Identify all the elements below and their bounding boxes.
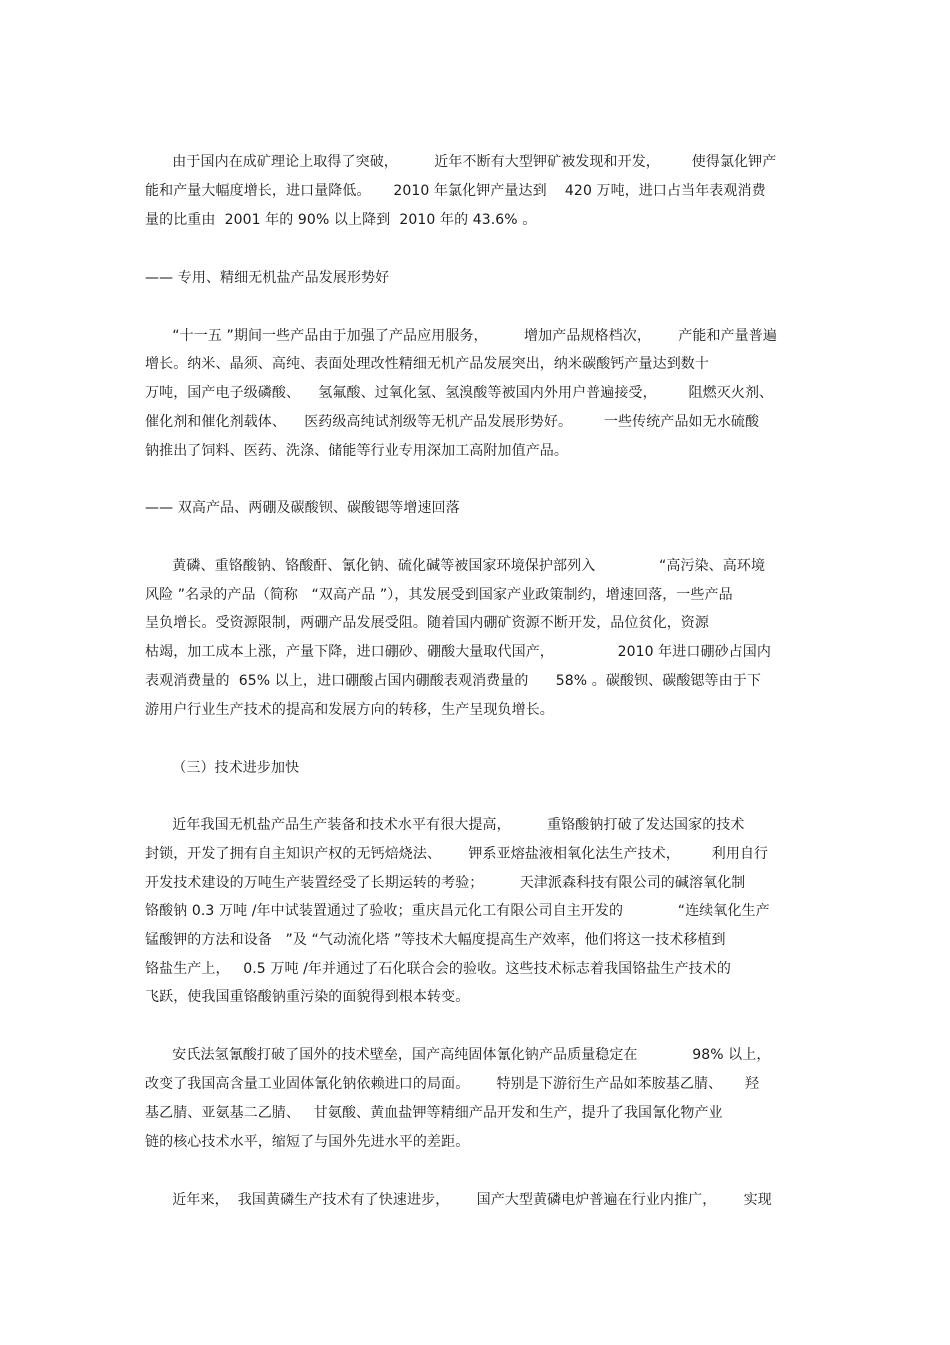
text-line: 万吨，国产电子级磷酸、 氢氟酸、过氧化氢、氢溴酸等被国内外用户普遍接受， 阻燃灭火剂、	[145, 385, 774, 401]
text-line: 基乙腈、亚氨基二乙腈、 甘氨酸、黄血盐钾等精细产品开发和生产，提升了我国氰化物产业	[145, 1105, 723, 1121]
text-line: 开发技术建设的万吨生产装置经受了长期运转的考验； 天津派森科技有限公司的碱溶氧化制	[145, 875, 746, 891]
section-heading: （三）技术进步加快	[145, 760, 300, 776]
section-heading: —— 专用、精细无机盐产品发展形势好	[145, 270, 390, 286]
text-line: 飞跃，使我国重铬酸钠重污染的面貌得到根本转变。	[145, 989, 470, 1005]
text-line: 表观消费量的 65% 以上，进口硼酸占国内硼酸表观消费量的 58% 。碳酸钡、碳酸锶等由于下	[145, 673, 761, 689]
text-line: 改变了我国高含量工业固体氰化钠依赖进口的局面。 特别是下游衍生产品如苯胺基乙腈、 羟	[145, 1076, 760, 1092]
text-line: 呈负增长。受资源限制，两硼产品发展受阻。随着国内硼矿资源不断开发，品位贫化，资源	[145, 615, 709, 631]
text-line: 近年来， 我国黄磷生产技术有了快速进步， 国产大型黄磷电炉普遍在行业内推广， 实现	[145, 1192, 772, 1208]
text-line: 钠推出了饲料、医药、洗涤、储能等行业专用深加工高附加值产品。	[145, 443, 568, 459]
text-line: 量的比重由 2001 年的 90% 以上降到 2010 年的 43.6% 。	[145, 212, 537, 228]
text-line: 铬酸钠 0.3 万吨 /年中试装置通过了验收；重庆昌元化工有限公司自主开发的 “连续氧化生产	[145, 903, 770, 919]
text-line: 风险 ”名录的产品（简称 “双高产品 ”），其发展受到国家产业政策制约，增速回落，一些产品	[145, 587, 733, 603]
text-line: 催化剂和催化剂载体、 医药级高纯试剂级等无机产品发展形势好。 一些传统产品如无水硫酸	[145, 414, 760, 430]
text-line: 锰酸钾的方法和设备 ”及 “气动流化塔 ”等技术大幅度提高生产效率，他们将这一技术移植到	[145, 932, 726, 948]
text-line: 增长。纳米、晶须、高纯、表面处理改性精细无机产品发展突出，纳米碳酸钙产量达到数十	[145, 356, 709, 372]
text-line: 近年我国无机盐产品生产装备和技术水平有很大提高， 重铬酸钠打破了发达国家的技术	[145, 817, 745, 833]
text-line: 链的核心技术水平，缩短了与国外先进水平的差距。	[145, 1134, 470, 1150]
text-line: 由于国内在成矿理论上取得了突破， 近年不断有大型钾矿被发现和开发， 使得氯化钾产	[145, 154, 777, 170]
text-line: “十一五 ”期间一些产品由于加强了产品应用服务， 增加产品规格档次， 产能和产量普遍	[145, 328, 777, 344]
text-line: 铬盐生产上， 0.5 万吨 /年并通过了石化联合会的验收。这些技术标志着我国铬盐生产技术的	[145, 961, 731, 977]
text-line: 封锁，开发了拥有自主知识产权的无钙焙烧法、 钾系亚熔盐液相氧化法生产技术， 利用自行	[145, 846, 769, 862]
text-line: 枯竭，加工成本上涨，产量下降，进口硼砂、硼酸大量取代国产， 2010 年进口硼砂占国内	[145, 644, 771, 660]
text-line: 游用户行业生产技术的提高和发展方向的转移，生产呈现负增长。	[145, 702, 554, 718]
section-heading: —— 双高产品、两硼及碳酸钡、碳酸锶等增速回落	[145, 500, 460, 516]
text-line: 能和产量大幅度增长，进口量降低。 2010 年氯化钾产量达到 420 万吨，进口占当年表观消费	[145, 183, 766, 199]
text-line: 黄磷、重铬酸钠、铬酸酐、氰化钠、硫化碱等被国家环境保护部列入 “高污染、高环境	[145, 558, 766, 574]
text-line: 安氏法氢氰酸打破了国外的技术壁垒，国产高纯固体氰化钠产品质量稳定在 98% 以上，	[145, 1047, 771, 1063]
